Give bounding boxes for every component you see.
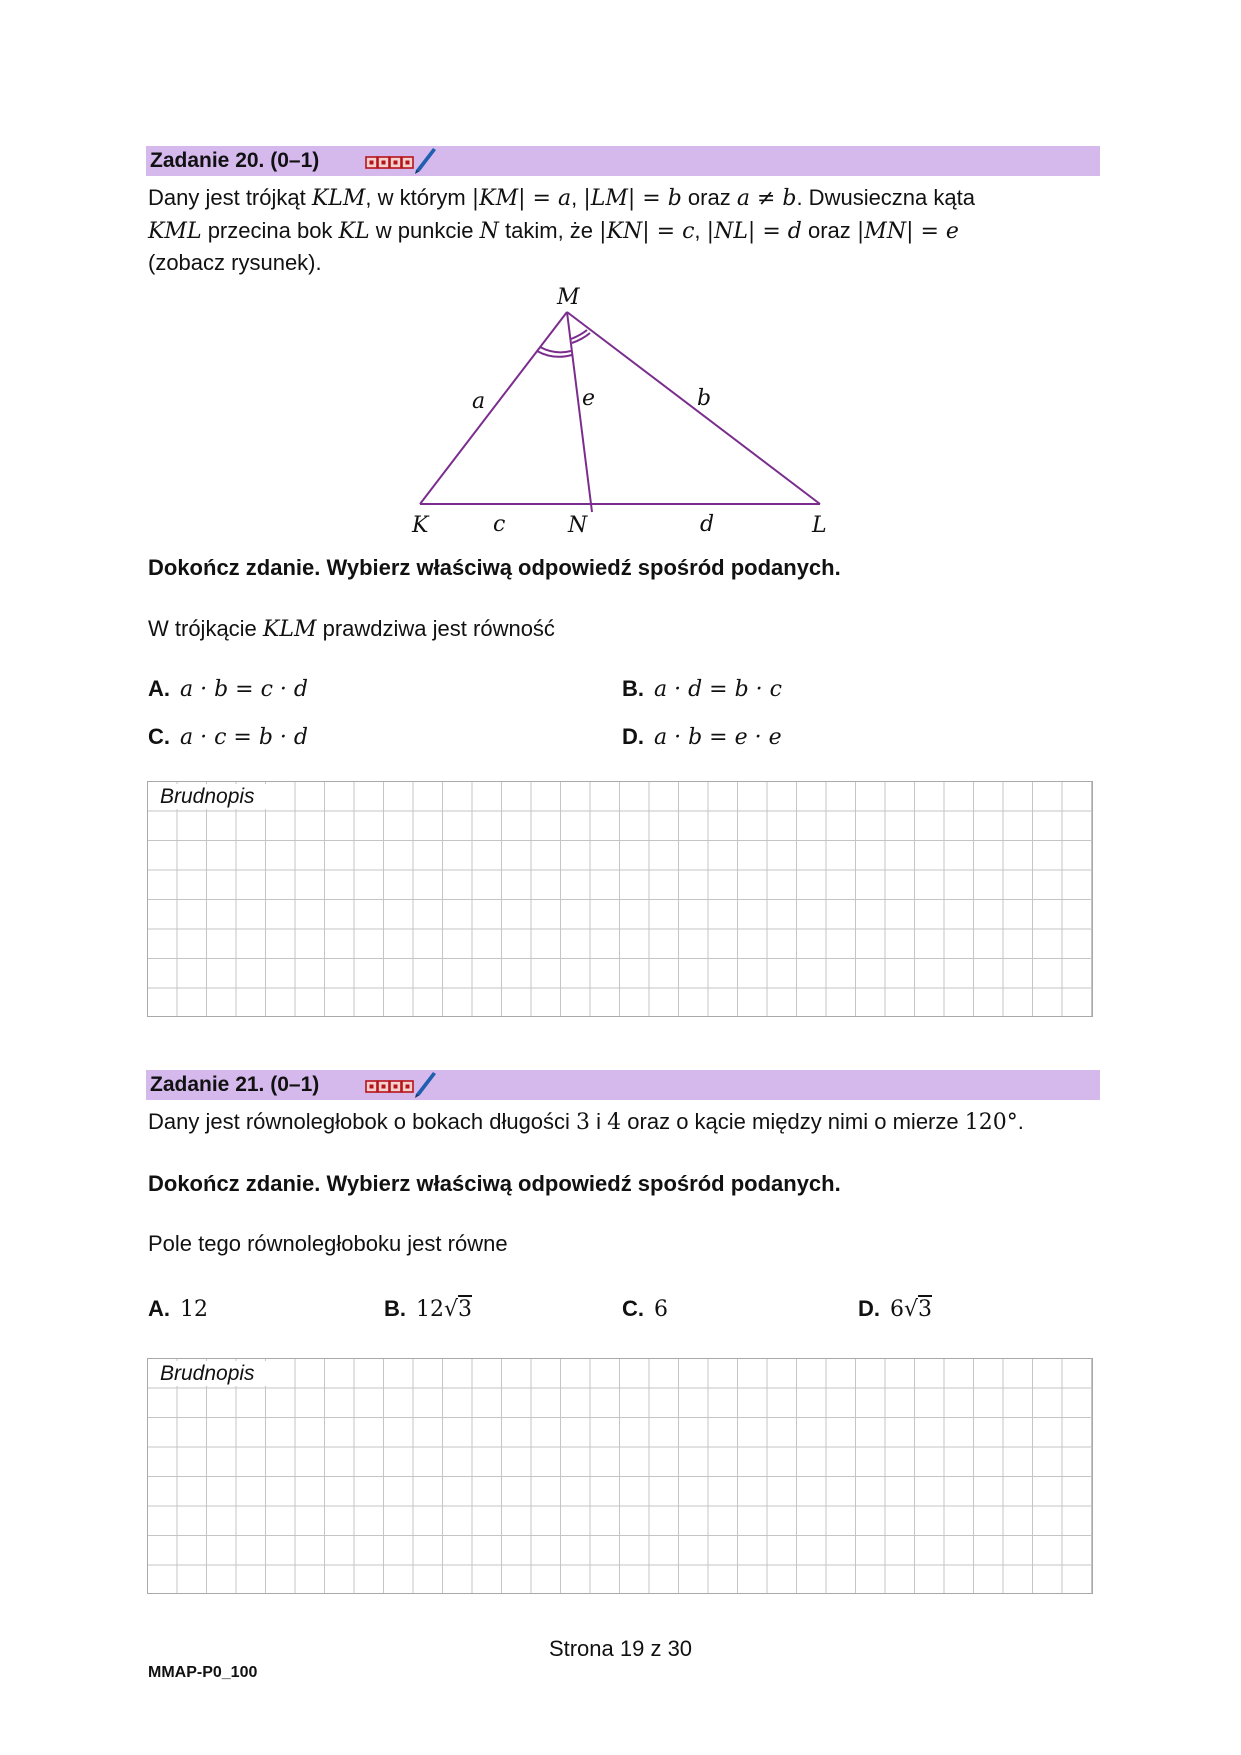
option-expression: a · d = b · c: [654, 677, 782, 702]
task-20-question: [148, 614, 555, 645]
text: W trójkącie: [148, 616, 263, 641]
scratch-area-21[interactable]: [147, 1358, 1093, 1594]
option-letter: B.: [384, 1296, 406, 1321]
label-m: M: [557, 285, 580, 310]
task-21-text-line-1: [148, 1107, 1024, 1138]
scratch-label: Brudnopis: [160, 1361, 273, 1386]
math: |KN| = c: [599, 219, 695, 244]
task-20-text-line-1: [148, 183, 975, 214]
text: oraz: [681, 185, 737, 210]
task-21-header: [146, 1070, 1100, 1100]
exam-code: MMAP-P0_100: [148, 1664, 258, 1681]
text: i: [590, 1109, 608, 1134]
task-20-text-line-2: [148, 216, 959, 247]
text: ,: [694, 218, 707, 243]
task-20-text-line-3: (zobacz rysunek).: [148, 250, 322, 275]
math: N: [479, 219, 499, 244]
radicand: 3: [918, 1297, 933, 1322]
math: |LM| = b: [583, 186, 682, 211]
option-value: 12: [180, 1297, 208, 1322]
option-coefficient: 6: [890, 1297, 904, 1322]
option-expression: a · b = c · d: [180, 677, 308, 702]
option-letter: A.: [148, 676, 170, 701]
math: |MN| = e: [856, 219, 959, 244]
task-21-title: Zadanie 21. (0–1): [150, 1073, 320, 1096]
task-21-option-d[interactable]: [858, 1294, 932, 1325]
label-b: b: [697, 386, 712, 411]
option-letter: B.: [622, 676, 644, 701]
option-value: 6: [654, 1297, 668, 1322]
label-l: L: [812, 513, 827, 538]
task-21-instruction: Dokończ zdanie. Wybierz właściwą odpowiedź spośród podanych.: [148, 1171, 841, 1196]
label-d: d: [700, 512, 715, 537]
side-ml: [567, 312, 820, 504]
text: przecina bok: [201, 218, 339, 243]
text: Dany jest trójkąt: [148, 185, 312, 210]
option-letter: C.: [622, 1296, 644, 1321]
task-20-option-b[interactable]: [622, 674, 782, 705]
sqrt-symbol: √: [904, 1297, 919, 1322]
task-21-question: Pole tego równoległoboku jest równe: [148, 1231, 508, 1256]
math: KLM: [311, 186, 366, 211]
radicand: 3: [458, 1297, 473, 1322]
number: 3: [576, 1110, 591, 1135]
scratch-label: Brudnopis: [160, 784, 273, 809]
task-20-option-d[interactable]: [622, 722, 782, 753]
text: oraz o kącie między nimi o mierze: [621, 1109, 965, 1134]
math: |KM| = a: [471, 186, 572, 211]
text: Dany jest równoległobok o bokach długości: [148, 1109, 577, 1134]
math: a ≠ b: [736, 186, 797, 211]
task-20-instruction: Dokończ zdanie. Wybierz właściwą odpowiedź spośród podanych.: [148, 555, 841, 580]
option-expression: a · b = e · e: [654, 725, 782, 750]
text: , w którym: [365, 185, 472, 210]
task-20-option-c[interactable]: [148, 722, 308, 753]
math: KML: [148, 219, 202, 244]
text: takim, że: [498, 218, 600, 243]
text: .: [1017, 1109, 1024, 1134]
option-letter: A.: [148, 1296, 170, 1321]
math: KL: [338, 219, 370, 244]
task-type-icon: [364, 146, 442, 176]
math: |NL| = d: [706, 219, 802, 244]
task-20-header: [146, 146, 1100, 176]
text: w punkcie: [369, 218, 480, 243]
label-k: K: [412, 513, 429, 538]
sqrt-symbol: √: [444, 1297, 459, 1322]
page-number: Strona 19 z 30: [548, 1636, 693, 1661]
task-21-option-c[interactable]: [622, 1294, 668, 1325]
triangle-figure: [400, 280, 860, 540]
option-letter: D.: [622, 724, 644, 749]
task-21-option-a[interactable]: [148, 1294, 208, 1325]
task-20-option-a[interactable]: [148, 674, 308, 705]
task-20-title: Zadanie 20. (0–1): [150, 149, 320, 172]
option-letter: C.: [148, 724, 170, 749]
number: 4: [607, 1110, 622, 1135]
number: 120°: [964, 1110, 1018, 1135]
side-km: [420, 312, 567, 504]
option-expression: a · c = b · d: [180, 725, 308, 750]
task-type-icon: [364, 1070, 442, 1100]
text: prawdziwa jest równość: [316, 616, 555, 641]
label-a: a: [472, 389, 486, 414]
text: oraz: [801, 218, 857, 243]
bisector-mn: [567, 312, 592, 512]
text: . Dwusieczna kąta: [796, 185, 975, 210]
option-letter: D.: [858, 1296, 880, 1321]
option-coefficient: 12: [416, 1297, 444, 1322]
scratch-area-20[interactable]: [147, 781, 1093, 1017]
label-n: N: [568, 513, 588, 538]
text: ,: [571, 185, 584, 210]
label-e: e: [582, 386, 596, 411]
angle-arc: [540, 347, 571, 352]
task-21-option-b[interactable]: [384, 1294, 472, 1325]
math: KLM: [262, 617, 317, 642]
label-c: c: [493, 512, 506, 537]
